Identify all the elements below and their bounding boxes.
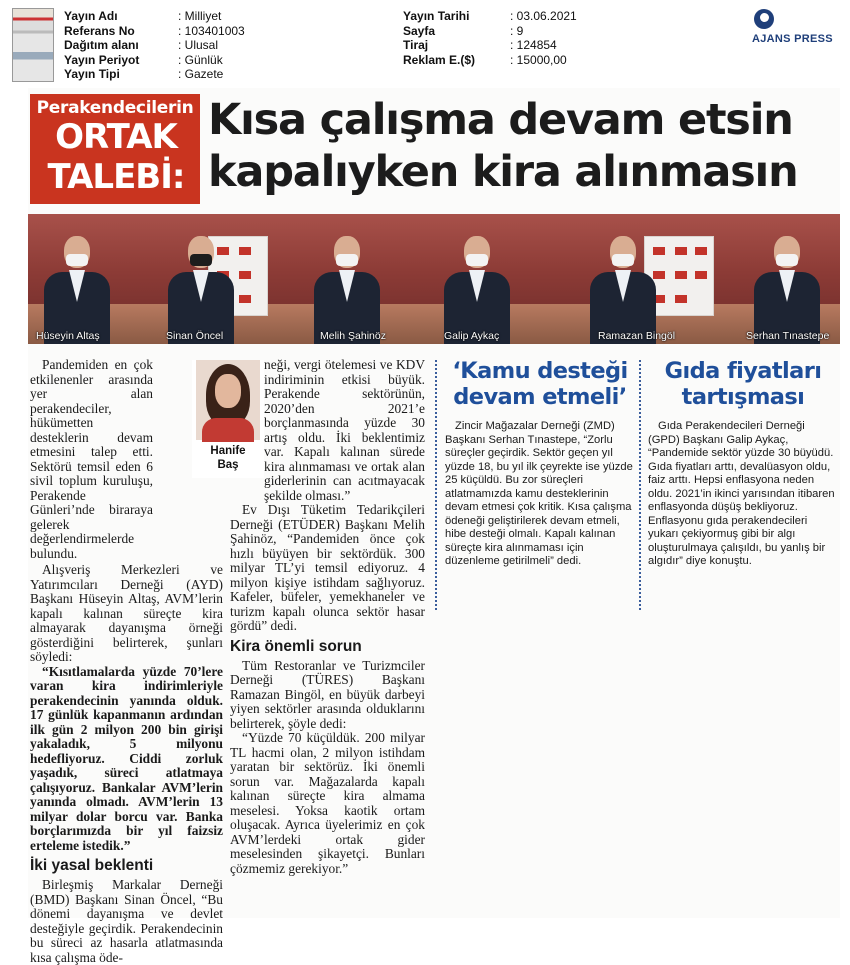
person-figure (440, 232, 514, 344)
headline (208, 94, 838, 198)
article-paragraph: Birleşmiş Markalar Derneği (BMD) Başkanı Sinan Öncel, “Bu dönemi dayanışma ve devlet desteğiyle geçirdik. Perakendecinin bu süreci az hasarla atlatmasında kısa çalışma öde- (30, 877, 223, 965)
info-value: : 03.06.2021 (510, 9, 577, 23)
info-label: Yayın Adı (64, 9, 118, 23)
newspaper-clipping (28, 88, 840, 965)
person-figure (750, 232, 824, 344)
photo-caption-name: Hüseyin Altaş (36, 330, 100, 342)
info-value: : 103401003 (178, 23, 245, 38)
info-value: : 9 (510, 23, 524, 38)
info-row (64, 53, 245, 68)
section-subheading: İki yasal beklenti (30, 857, 154, 874)
section-subheading: Kira önemli sorun (230, 637, 362, 655)
person-figure (586, 232, 660, 344)
sidebar-box-2 (648, 358, 838, 569)
photo-floor (28, 304, 840, 344)
article-paragraph: Ev Dışı Tüketim Tedarikçileri Derneği (ETÜDER) Başkanı Melih Şahinöz, “Pandemiden önce çok hızlı büyüyen bir sektördük. 300 milyar TL’yi temsil ediyoruz. 4 milyon kişiye istihdam sağlıyoruz. Kafeler, büfeler, yemekhaneler ve turizm kapalı olunca sektör hasar gördü” dedi. (230, 502, 425, 633)
sidebar-title: Gıda fiyatları tartışması (664, 358, 822, 410)
photo-caption-name: Galip Aykaç (444, 330, 500, 342)
kicker-line-2: TALEBİ: (47, 157, 185, 197)
article-paragraph: Pandemiden en çok etkilenenler arasında yer alan perakendeciler, hükümetten desteklerin devam etmesini talep etti. Sektörü temsil eden 6 sivil toplum kuruluşu, Perakende Günleri’nde biraraya gelerek değerlendirmelerde bulundu. (30, 357, 153, 561)
info-value: : 124854 (510, 38, 557, 53)
info-label: Referans No (64, 23, 135, 38)
info-row (403, 38, 577, 53)
info-row (403, 53, 577, 68)
sidebar-text: Gıda Perakendecileri Derneği (GPD) Başkanı Galip Aykaç, “Pandemide sektör yüzde 30 büyüdü. Gıda fiyatları arttı, devalüasyon oldu, faiz arttı. Hepsi enflasyona neden oldu. 2021’in ikinci yarısından itibaren enflasyonda düşüş bekliyoruz. Enflasyonu gıda perakendecileri yukarı çekiyormuş gibi bir algı oluşturulmaya çalışıldı, bu yanlış bir algıdır” diye konuştu. (648, 420, 835, 567)
info-value: : 15000,00 (510, 52, 567, 67)
info-value: : Gazete (178, 67, 224, 82)
sidebar-title: ‘Kamu desteği devam etmeli’ (452, 358, 628, 410)
article-column-1 (30, 358, 223, 965)
headline-line-1: Kısa çalışma devam etsin (208, 95, 793, 145)
info-row (64, 67, 245, 82)
column-divider (435, 360, 437, 610)
article-quote: “Kısıtlamalarda yüzde 70’lere varan kira indirimleriyle perakendecinin yanında olduk. 17 günlük kapanmanın ardından ilk gün 2 milyon 200 bin girişi yakaladık, 5 milyonu hedefliyoruz. Ciddi zorluk yaşadık, süreci atlatmaya çalışıyoruz. Bankalar AVM’lerin yanında olmadı. AVM’lerin 13 milyar dolar borcu var. Banka borçlarımızda bir yıl faizsiz erteleme istedik.” (30, 663, 223, 853)
article-column-2 (230, 358, 425, 876)
info-row (64, 38, 245, 53)
info-value: : Milliyet (178, 9, 222, 23)
info-label: Tiraj (403, 38, 429, 53)
headline-line-2: kapalıyken kira alınmasın (208, 147, 798, 197)
info-label: Yayın Tarihi (403, 9, 470, 23)
info-label: Sayfa (403, 23, 436, 38)
kicker-box (30, 94, 200, 204)
info-label: Yayın Tipi (64, 67, 120, 82)
kicker-small: Perakendecilerin (36, 98, 194, 118)
photo-caption-name: Sinan Öncel (166, 330, 224, 342)
clipping-header (0, 0, 850, 88)
info-label: Reklam E.($) (403, 52, 476, 67)
info-row (64, 9, 245, 24)
column-divider (639, 360, 641, 610)
ajans-press-logo (752, 8, 842, 48)
group-photo (28, 214, 840, 344)
article-paragraph: Alışveriş Merkezleri ve Yatırımcıları Derneği (AYD) Başkanı Hüseyin Altaş, AVM’lerin kapalı kalınan süreçte kira almayarak dayanışma örneği gösterdiğini belirterek, şunları söyledi: (30, 562, 223, 664)
photo-caption-name: Ramazan Bingöl (598, 330, 676, 342)
article-paragraph: neği, vergi ötelemesi ve KDV indiriminin etkisi büyük. Perakende sektörünün, 2020’den 2021’e borçlanmasında yüzde 30 artış oldu. İki beklentimiz var. Kapalı kalınan sürede kira alınmaması ve ortak alan giderlerinin can acıtmayacak şekilde olması.” (264, 357, 425, 503)
person-figure (310, 232, 384, 344)
article-quote: “Yüzde 70 küçüldük. 200 milyar TL hacmi olan, 2 milyon istihdam yaratan bir sektörüz. İki önemli sorun var. Mağazalarda kapalı kalınan süreçte kira almama meselesi. Yoksa kaotik ortam oluşacak. Ayrıca üyelerimiz en çok AVM’lerdeki ortak gider meselesinden şikayetçi. Bunları çözmemiz gerekiyor.” (230, 730, 425, 876)
logo-mark-icon (754, 9, 774, 29)
person-figure (40, 232, 114, 344)
newspaper-thumbnail (12, 8, 54, 82)
article-paragraph: Tüm Restoranlar ve Turizmciler Derneği (TÜRES) Başkanı Ramazan Bingöl, en büyük darbeyi yiyen sektörler arasında olduklarını belirterek, şöyle dedi: (230, 657, 425, 731)
photo-caption-name: Melih Şahinöz (320, 330, 386, 342)
photo-caption-name: Serhan Tınastepe (746, 330, 830, 342)
publication-info-left (64, 9, 245, 82)
publication-info-right (403, 9, 577, 67)
logo-text: AJANS PRESS (752, 33, 833, 45)
sidebar-box-1 (445, 358, 635, 569)
author-first-name: Hanife (210, 445, 246, 457)
info-label: Yayın Periyot (64, 52, 140, 67)
info-value: : Ulusal (178, 38, 219, 53)
info-row (403, 9, 577, 24)
person-figure (164, 232, 238, 344)
info-value: : Günlük (178, 52, 223, 67)
author-last-name: Baş (217, 459, 239, 471)
info-row (403, 24, 577, 39)
kicker-line-1: ORTAK (55, 117, 177, 157)
info-label: Dağıtım alanı (64, 38, 139, 53)
sidebar-text: Zincir Mağazalar Derneği (ZMD) Başkanı Serhan Tınastepe, “Zorlu süreçler geçirdik. Sektör geçen yıl yüzde 18, bu yıl ilk çeyrekte ise yüzde 25 küçüldü. Bu zor süreçleri atlatmamızda kamu desteklerinin devam etmesi çok kritik. Kısa çalışma ödeneği geliştirilerek devam etmeli, hibe desteği olmalı. Kapalı kalınan süreçte kira alınmaması için düzenleme getirilmeli” dedi. (445, 420, 633, 567)
info-row (64, 24, 245, 39)
